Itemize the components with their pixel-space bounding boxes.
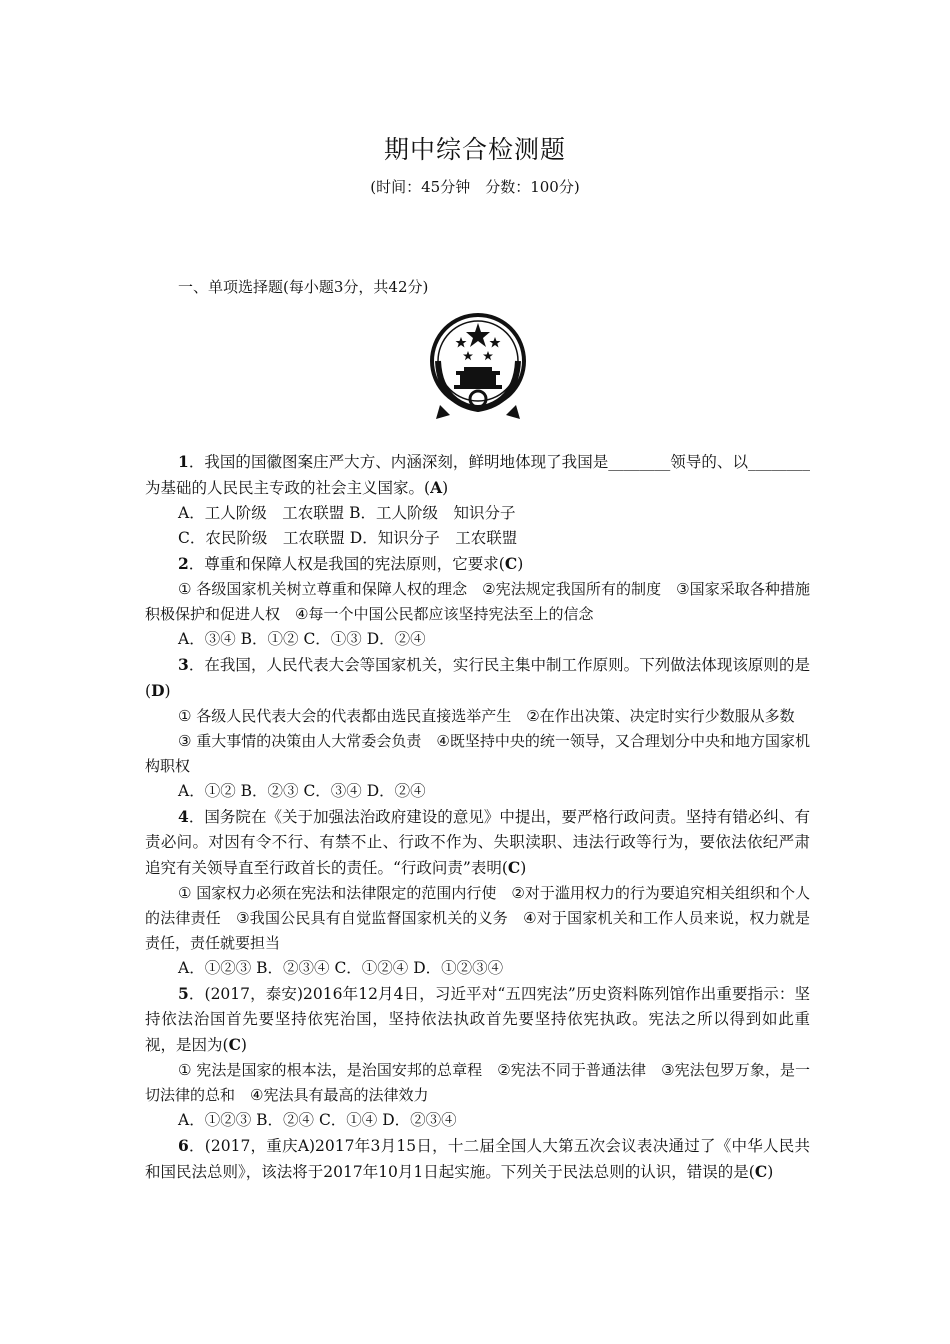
question-4-options: A．①②③ B．②③④ C．①②④ D．①②③④ bbox=[178, 959, 504, 977]
question-3-items-1: ① 各级人民代表大会的代表都由选民直接选举产生 ②在作出决策、决定时实行少数服从多数 bbox=[178, 707, 795, 725]
question-5: 5．(2017，泰安)2016年12月4日，习近平对“五四宪法”历史资料陈列馆作出重要指示：坚持依法治国首先要坚持依宪治国，坚持依法执政首先要坚持依宪执政。宪法之所以得到如此重视，是因为(C) bbox=[145, 984, 810, 1054]
section-heading: 一、单项选择题(每小题3分，共42分) bbox=[178, 278, 429, 296]
question-body bbox=[145, 449, 810, 1185]
exam-time-score: (时间：45分钟 分数：100分) bbox=[370, 178, 580, 196]
question-3-items-2: ③ 重大事情的决策由人大常委会负责 ④既坚持中央的统一领导，又合理划分中央和地方国家机构职权 bbox=[145, 732, 810, 775]
question-1-options-ab: A．工人阶级 工农联盟 B．工人阶级 知识分子 bbox=[178, 504, 516, 522]
question-2-options: A．③④ B．①② C．①③ D．②④ bbox=[178, 630, 426, 648]
question-5-items: ① 宪法是国家的根本法，是治国安邦的总章程 ②宪法不同于普通法律 ③宪法包罗万象，是一切法律的总和 ④宪法具有最高的法律效力 bbox=[145, 1061, 810, 1104]
question-6: 6．(2017，重庆A)2017年3月15日，十二届全国人大第五次会议表决通过了《中华人民共和国民法总则》，该法将于2017年10月1日起实施。下列关于民法总则的认识，错误的是(C) bbox=[145, 1136, 810, 1181]
question-1-options-cd: C．农民阶级 工农联盟 D．知识分子 工农联盟 bbox=[178, 529, 518, 547]
page-title: 期中综合检测题 bbox=[383, 135, 566, 164]
question-4-items: ① 国家权力必须在宪法和法律限定的范围内行使 ②对于滥用权力的行为要追究相关组织和个人的法律责任 ③我国公民具有自觉监督国家机关的义务 ④对于国家机关和工作人员来说，权力就是责任，责任就要担当 bbox=[145, 884, 810, 952]
question-2-items: ① 各级国家机关树立尊重和保障人权的理念 ②宪法规定我国所有的制度 ③国家采取各种措施积极保护和促进人权 ④每一个中国公民都应该坚持宪法至上的信念 bbox=[145, 580, 810, 623]
question-1: 1．我国的国徽图案庄严大方、内涵深刻，鲜明地体现了我国是________领导的、以________为基础的人民民主专政的社会主义国家。(A) bbox=[145, 452, 810, 497]
national-emblem-icon bbox=[428, 313, 528, 425]
question-3-options: A．①② B．②③ C．③④ D．②④ bbox=[178, 782, 426, 800]
question-3: 3．在我国，人民代表大会等国家机关，实行民主集中制工作原则。下列做法体现该原则的是(D) bbox=[145, 655, 810, 700]
question-4: 4．国务院在《关于加强法治政府建设的意见》中提出，要严格行政问责。坚持有错必纠、有责必问。对因有令不行、有禁不止、行政不作为、失职渎职、违法行政等行为，要依法依纪严肃追究有关领导直至行政首长的责任。“行政问责”表明(C) bbox=[145, 807, 810, 877]
question-5-options: A．①②③ B．②④ C．①④ D．②③④ bbox=[178, 1111, 457, 1129]
question-2: 2．尊重和保障人权是我国的宪法原则，它要求(C) bbox=[178, 554, 524, 573]
